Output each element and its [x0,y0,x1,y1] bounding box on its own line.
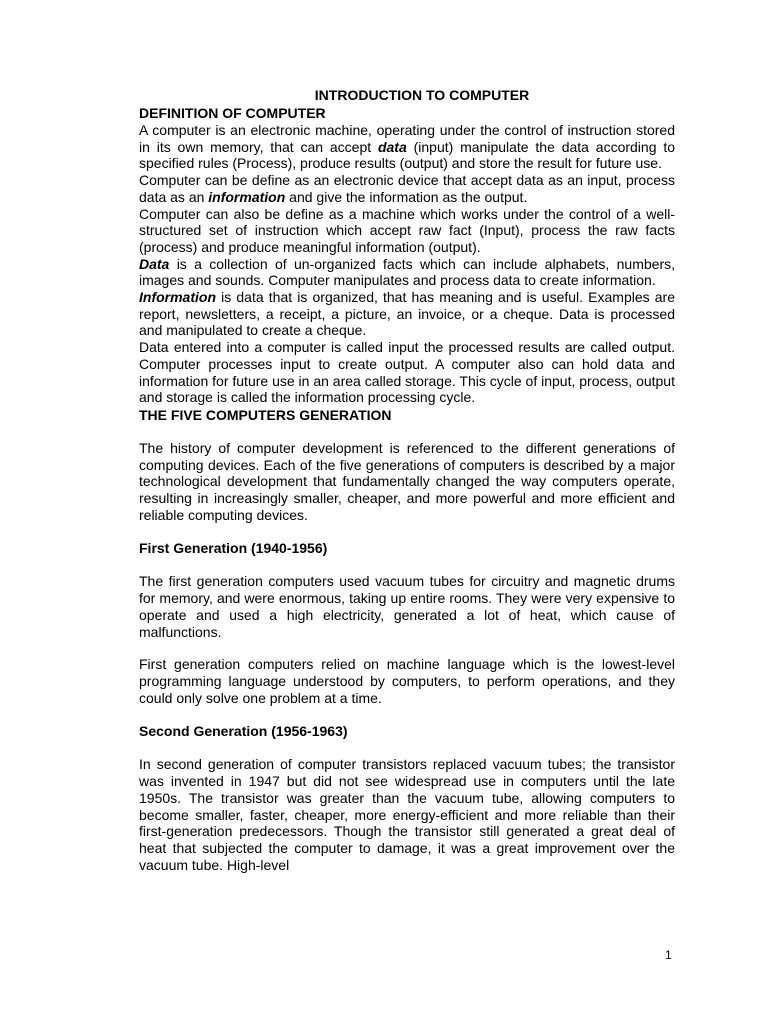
text-segment: is data that is organized, that has meaning and is useful. Examples are report, newsletters, a receipt, a picture, an invoice, or a cheque. Data is processed and manipulated to create a cheque. [139,289,675,339]
paragraph-definition-2 [139,172,675,205]
emphasis-data-term: Data [139,255,170,272]
paragraph-history: The history of computer development is referenced to the different generations of computing devices. Each of the five generations of computers is described by a major technological development that fundamentally changed the way computers operate, resulting in increasingly smaller, cheaper, and more powerful and more efficient and reliable computing devices. [139,439,675,523]
page-number: 1 [665,948,672,962]
spacer [139,640,675,656]
spacer [139,740,675,756]
text-segment: and give the information as the output. [285,188,528,205]
paragraph-first-gen-1: The first generation computers used vacuum tubes for circuitry and magnetic drums for memory, and were enormous, taking up entire rooms. They were very expensive to operate and used a high electricity, generated a lot of heat, which cause of malfunctions. [139,573,675,640]
paragraph-information [139,289,675,339]
emphasis-information: information [208,188,286,205]
text-segment: is a collection of un-organized facts which can include alphabets, numbers, images and sounds. Computer manipulates and process data to create information. [139,255,675,289]
document-page [139,86,675,873]
text-segment: (input) manipulate the data according to specified rules (Process), produce results (output) and store the result for future use. [139,138,675,172]
text-segment: A computer is an electronic machine, operating under the control of instruction stored in its own memory, that can accept [139,122,675,155]
paragraph-data [139,256,675,289]
paragraph-definition-3: Computer can also be define as a machine which works under the control of a well-structured set of instruction which accept raw fact (Input), process the raw facts (process) and produce meaningful information (output). [139,205,675,255]
paragraph-first-gen-2: First generation computers relied on machine language which is the lowest-level programming language understood by computers, to perform operations, and they could only solve one problem at a time. [139,656,675,706]
paragraph-definition-1 [139,122,675,172]
text-segment: Computer can be define as an electronic device that accept data as an input, process data as an [139,172,675,205]
spacer [139,424,675,440]
spacer [139,706,675,722]
paragraph-second-gen: In second generation of computer transistors replaced vacuum tubes; the transistor was invented in 1947 but did not see widespread use in computers until the late 1950s. The transistor was greater than the vacuum tube, allowing computers to become smaller, faster, cheaper, more energy-efficient and more reliable than their first-generation predecessors. Though the transistor still generated a great deal of heat that subjected the computer to damage, it was a great improvement over the vacuum tube. High-level [139,756,675,873]
document-title: INTRODUCTION TO COMPUTER [314,87,530,103]
spacer [139,523,675,539]
emphasis-data: data [377,138,407,155]
definition-heading: DEFINITION OF COMPUTER [139,105,326,121]
paragraph-processing-cycle: Data entered into a computer is called input the processed results are called output. Computer processes input to create output. A computer also can hold data and information for future use in an area called storage. This cycle of input, process, output and storage is called the information processing cycle. [139,339,675,406]
second-generation-heading: Second Generation (1956-1963) [139,723,348,740]
spacer [139,557,675,573]
first-generation-heading: First Generation (1940-1956) [139,540,328,557]
emphasis-information-term: Information [139,289,216,306]
generations-heading: THE FIVE COMPUTERS GENERATION [139,406,392,423]
